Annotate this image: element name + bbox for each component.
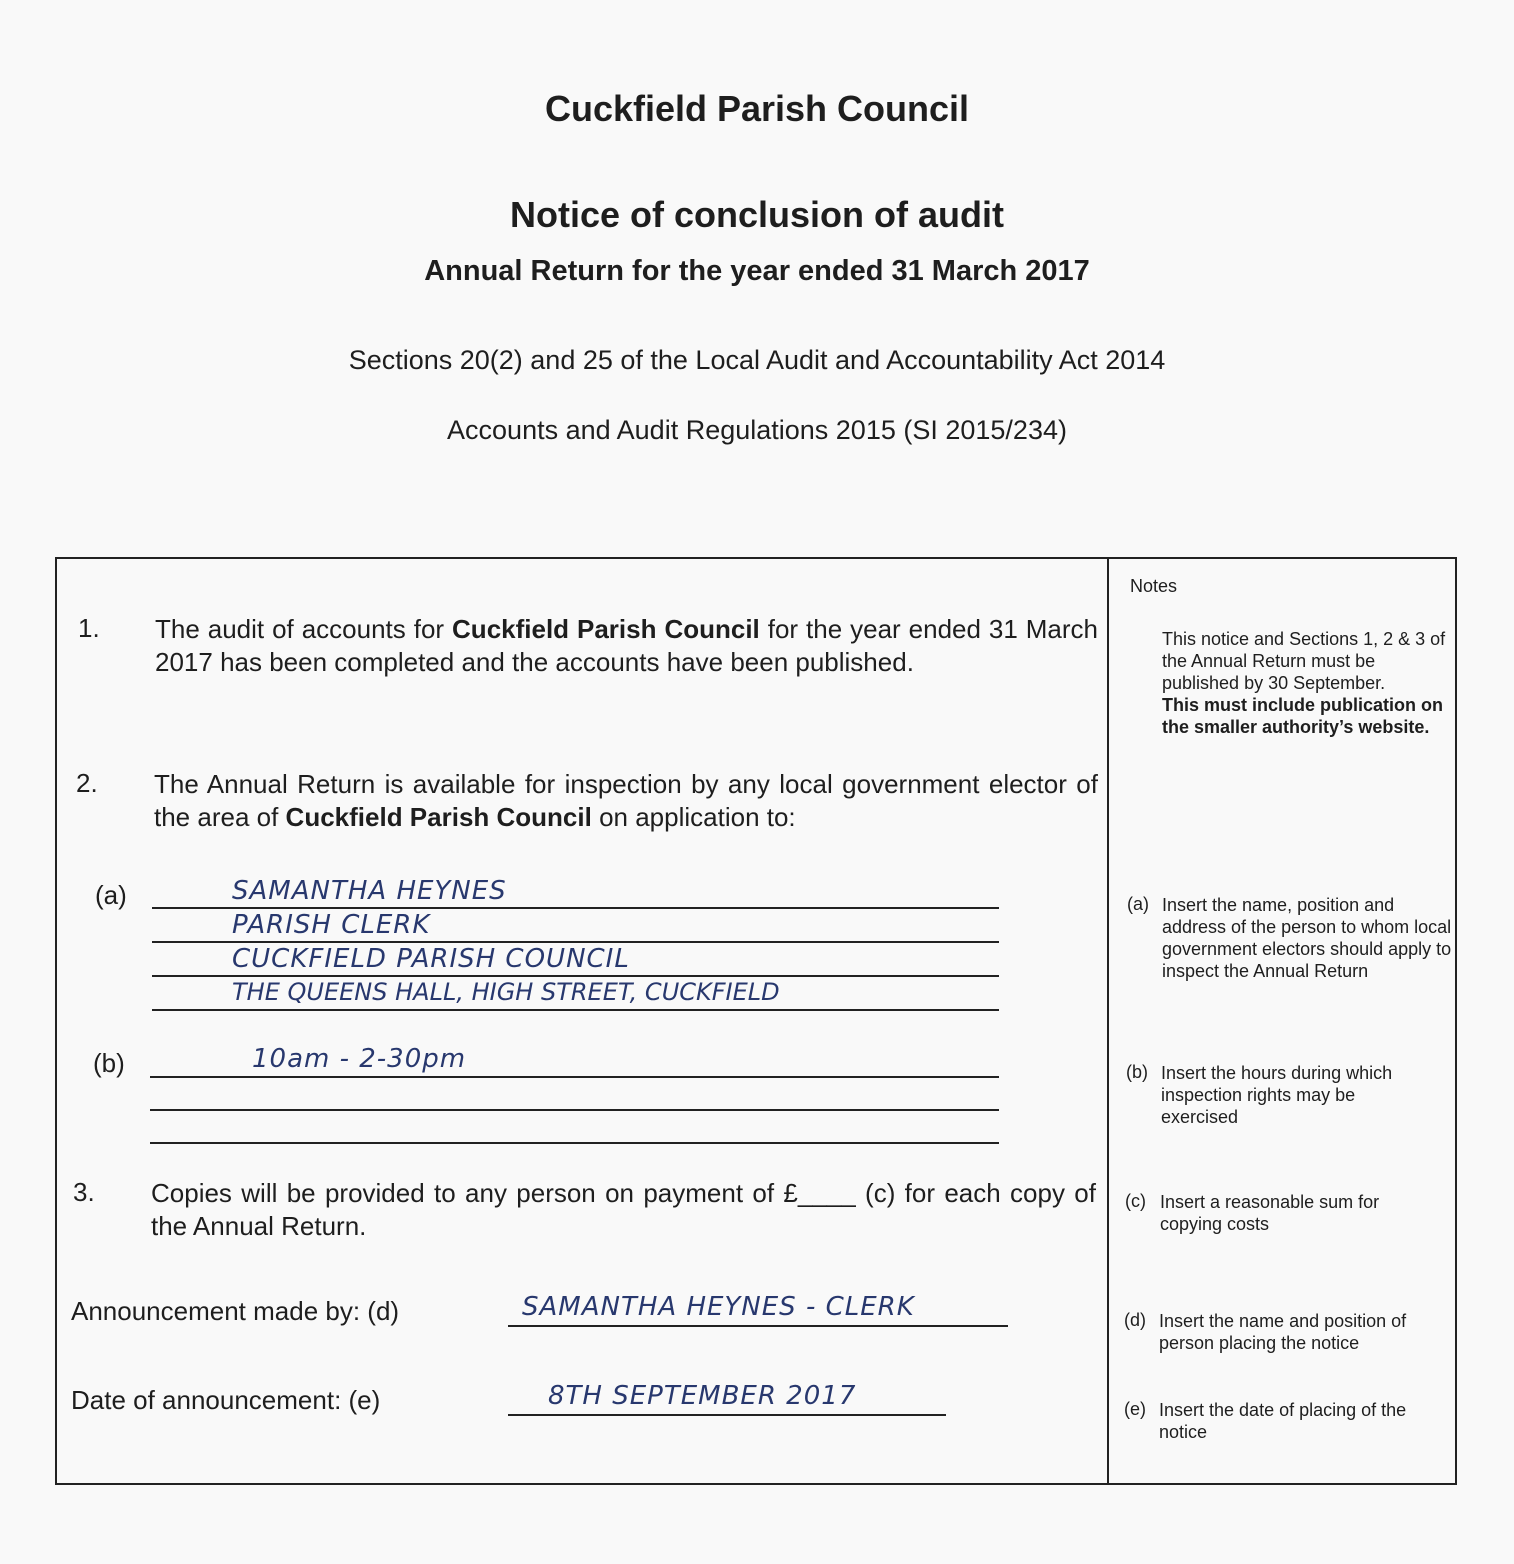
item-3-text: Copies will be provided to any person on payment of £____ (c) for each copy of the Annual Return. bbox=[151, 1178, 1096, 1241]
item-2-text bbox=[154, 768, 1098, 834]
item-2-council-name: Cuckfield Parish Council bbox=[285, 802, 592, 832]
handwritten-position: PARISH CLERK bbox=[232, 910, 431, 940]
item-2-text-a: The Annual Return is available for inspection by any local government elector of the area of bbox=[154, 769, 1098, 832]
item-1-text-a: The audit of accounts for bbox=[155, 614, 453, 644]
date-label: Date of announcement: (e) bbox=[71, 1385, 381, 1415]
b-line-1 bbox=[150, 1076, 999, 1078]
announcement-line bbox=[508, 1325, 1008, 1327]
note-b-label: (b) bbox=[1126, 1062, 1148, 1082]
item-3-number: 3. bbox=[73, 1177, 95, 1207]
announcement-label: Announcement made by: (d) bbox=[71, 1296, 400, 1326]
a-line-3 bbox=[152, 975, 999, 977]
handwritten-address: THE QUEENS HALL, HIGH STREET, CUCKFIELD bbox=[232, 978, 780, 1006]
notes-heading: Notes bbox=[1130, 576, 1178, 596]
note-d-label: (d) bbox=[1124, 1310, 1146, 1330]
handwritten-name: SAMANTHA HEYNES bbox=[232, 876, 507, 906]
note-e-text: Insert the date of placing of the notice bbox=[1159, 1400, 1407, 1442]
date-line bbox=[508, 1414, 946, 1416]
regulations-reference: Accounts and Audit Regulations 2015 (SI 2015/234) bbox=[447, 415, 1067, 445]
notice-title: Notice of conclusion of audit bbox=[510, 194, 1004, 235]
item-1-council-name: Cuckfield Parish Council bbox=[452, 614, 760, 644]
a-line-2 bbox=[152, 941, 999, 943]
item-2-text-c: on application to: bbox=[591, 802, 796, 832]
note-a-text: Insert the name, position and address of the person to whom local government electors should apply to inspect the Annual Return bbox=[1162, 895, 1452, 981]
note-b-text: Insert the hours during which inspection rights may be exercised bbox=[1161, 1063, 1393, 1127]
council-name: Cuckfield Parish Council bbox=[544, 88, 970, 129]
b-line-3 bbox=[150, 1142, 999, 1144]
act-reference: Sections 20(2) and 25 of the Local Audit and Accountability Act 2014 bbox=[348, 345, 1166, 375]
item-1-number: 1. bbox=[78, 613, 100, 643]
notes-column-divider bbox=[1107, 557, 1109, 1485]
note-d-text: Insert the name and position of person placing the notice bbox=[1159, 1311, 1407, 1353]
handwritten-hours: 10am - 2-30pm bbox=[252, 1044, 467, 1074]
item-1-text-c: for the year ended 31 March 2017 has been completed and the accounts have been published. bbox=[155, 614, 1098, 677]
notice-subtitle: Annual Return for the year ended 31 March 2017 bbox=[424, 255, 1090, 287]
handwritten-date: 8TH SEPTEMBER 2017 bbox=[548, 1381, 857, 1411]
a-line-4 bbox=[152, 1009, 999, 1011]
item-b-label: (b) bbox=[93, 1048, 125, 1078]
note-a-label: (a) bbox=[1127, 894, 1149, 914]
notes-main-bold: This must include publication on the smaller authority’s website. bbox=[1162, 695, 1444, 737]
note-e-label: (e) bbox=[1124, 1399, 1146, 1419]
b-line-2 bbox=[150, 1109, 999, 1111]
item-a-label: (a) bbox=[95, 880, 127, 910]
notes-main-text: This notice and Sections 1, 2 & 3 of the Annual Return must be published by 30 September. bbox=[1162, 629, 1446, 693]
handwritten-council: CUCKFIELD PARISH COUNCIL bbox=[232, 944, 630, 974]
handwritten-announcer: SAMANTHA HEYNES - CLERK bbox=[522, 1292, 915, 1322]
note-c-text: Insert a reasonable sum for copying costs bbox=[1160, 1192, 1380, 1234]
a-line-1 bbox=[152, 907, 999, 909]
notes-main bbox=[1162, 628, 1447, 738]
item-1-text bbox=[155, 613, 1098, 679]
item-2-number: 2. bbox=[76, 768, 98, 798]
note-c-label: (c) bbox=[1125, 1191, 1146, 1211]
